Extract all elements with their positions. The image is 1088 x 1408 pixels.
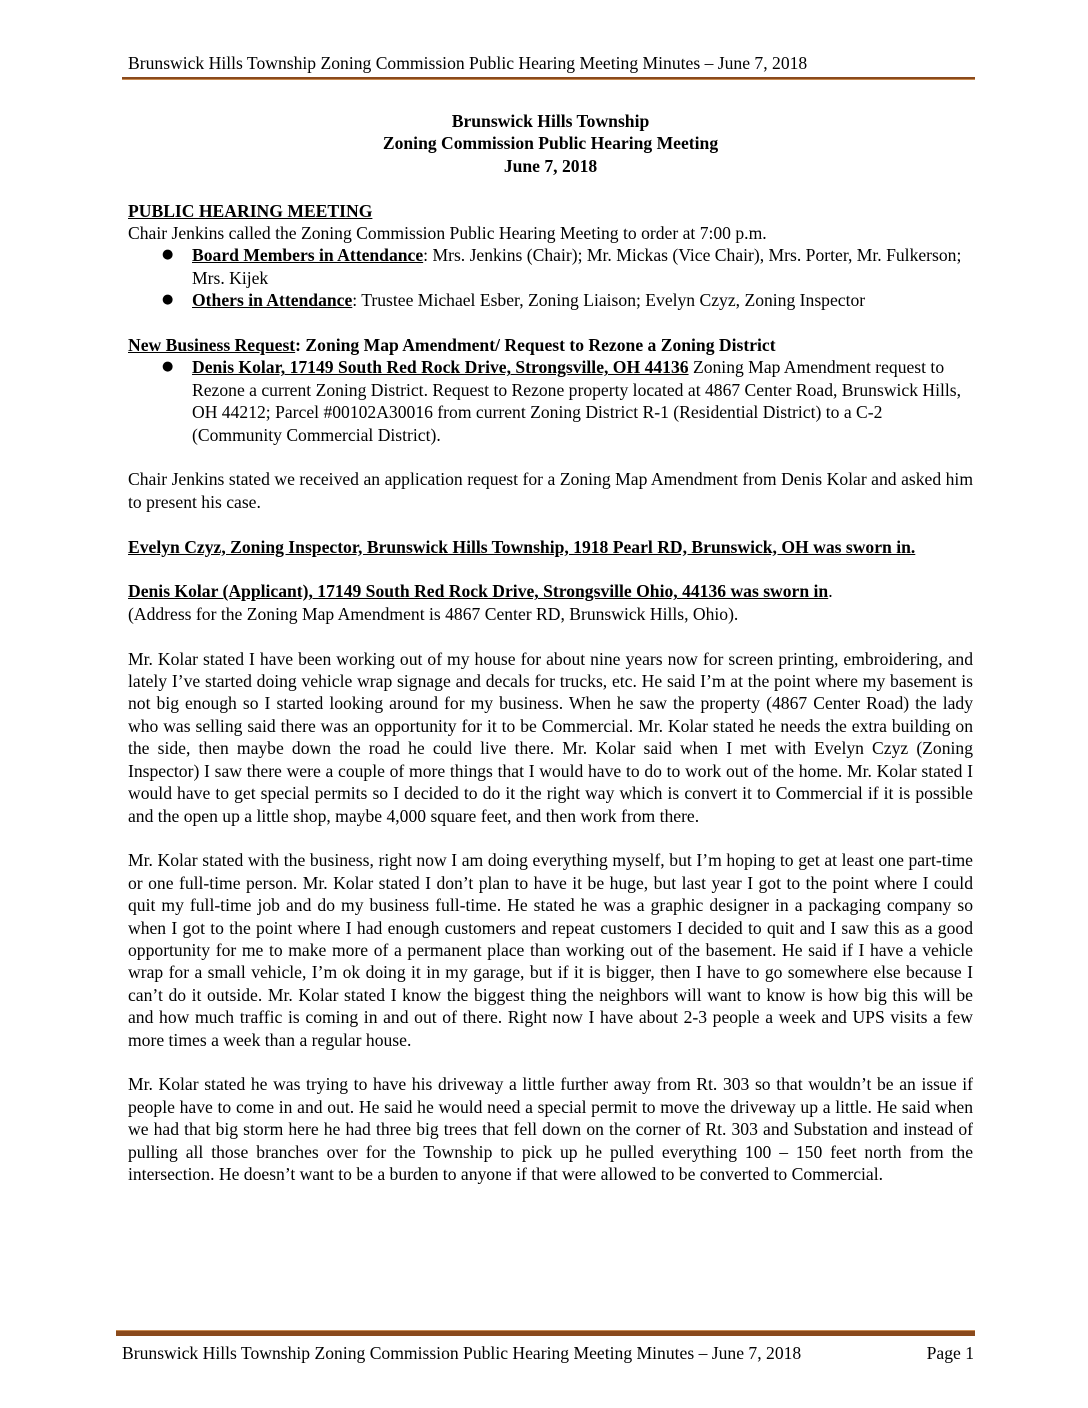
sworn-in-inspector: Evelyn Czyz, Zoning Inspector, Brunswick Hills Township, 1918 Pearl RD, Brunswick, OH was sworn in. (128, 536, 916, 557)
new-business-label: New Business Request (128, 335, 296, 356)
request-text: Zoning Map Amendment request to Rezone a current Zoning District. Request to Rezone property located at 4867 Center Road, Brunswick Hills, OH 44212; Parcel #00102A30016 from current Zoning District R-1 (Residential District) to a C-2 (Community Commercial District). (192, 357, 962, 445)
bullet-icon: ● (162, 359, 174, 375)
new-business-heading (128, 334, 973, 356)
attendance-text: : Mrs. Jenkins (Chair); Mr. Mickas (Vice Chair), Mrs. Porter, Mr. Fulkerson; Mrs. Kijek (192, 245, 962, 288)
list-item (128, 244, 973, 289)
title-line-1: Brunswick Hills Township (451, 111, 650, 131)
title-line-3: June 7, 2018 (503, 155, 598, 176)
document-body (128, 110, 973, 1185)
paragraph: Mr. Kolar stated with the business, right now I am doing everything myself, but I’m hoping to get at least one part-time or one full-time person. Mr. Kolar stated I don’t plan to have it be huge, but last year I got to the point where I could quit my full-time job and do my business full-time. He stated he was a graphic designer in a packaging company so when I got to the point where I had enough customers and repeat customers I decided to quit and I saw this as a good opportunity for me to make more of a permanent place than working out of the basement. He said if I have a vehicle wrap for a small vehicle, I’m ok doing it in my garage, but if it is bigger, then I have to go somewhere else because I can’t do it outside. Mr. Kolar stated I know the biggest thing the neighbors will want to know is how big this will be and how much traffic is coming in and out of there. Right now I have about 2-3 people a week and UPS visits a few more times a week than a regular house. (128, 850, 973, 1050)
running-header: Brunswick Hills Township Zoning Commission Public Hearing Meeting Minutes – June 7, 2018 (128, 53, 808, 73)
title-block (128, 110, 973, 177)
bullet-icon: ● (162, 292, 174, 308)
attendance-label: Board Members in Attendance (192, 245, 424, 266)
paragraph: Mr. Kolar stated I have been working out of my house for about nine years now for screen printing, embroidering, and lately I’ve started doing vehicle wrap signage and decals for trucks, etc. He said I’m at the point where my basement is not big enough so I started looking around for my business. When he saw the property (4867 Center Road) the lady who was selling said there was an opportunity for it to be Commercial. Mr. Kolar stated he needs the extra building on the side, then maybe down the road he could live there. Mr. Kolar said when I met with Evelyn Czyz (Zoning Inspector) I saw there were a couple of more things that I would have to do to work out of the home. Mr. Kolar stated I would have to get special permits so I decided to do it the right way which is convert it to Commercial if it is possible and the open up a little shop, maybe 4,000 square feet, and then work from there. (128, 648, 973, 826)
paragraph: Mr. Kolar stated he was trying to have his driveway a little further away from Rt. 303 so that wouldn’t be an issue if people have to come in and out. He said he would need a special permit to move the driveway up a little. He said when we had that big storm here he had three big trees that fell down on the corner of Rt. 303 and Substation and instead of pulling all those branches over for the Township to pick up he pulled everything 100 – 150 feet north from the intersection. He doesn’t want to be a burden to anyone if that were allowed to be converted to Commercial. (128, 1074, 973, 1184)
attendance-text: : Trustee Michael Esber, Zoning Liaison; Evelyn Czyz, Zoning Inspector (352, 290, 866, 311)
address-note: (Address for the Zoning Map Amendment is 4867 Center RD, Brunswick Hills, Ohio). (128, 603, 739, 624)
footer (122, 1342, 974, 1364)
sworn-in-applicant-text: Denis Kolar (Applicant), 17149 South Red Rock Drive, Strongsville Ohio, 44136 was sworn in (128, 581, 829, 602)
bullet-icon: ● (162, 247, 174, 263)
list-item (128, 289, 973, 311)
section-heading-public-hearing: PUBLIC HEARING MEETING (128, 200, 373, 221)
paragraph: Chair Jenkins stated we received an application request for a Zoning Map Amendment from Denis Kolar and asked him to present his case. (128, 469, 973, 512)
call-to-order: Chair Jenkins called the Zoning Commission Public Hearing Meeting to order at 7:00 p.m. (128, 223, 767, 244)
page-number: Page 1 (926, 1343, 974, 1363)
attendance-label: Others in Attendance (192, 290, 353, 311)
title-line-2: Zoning Commission Public Hearing Meeting (382, 133, 719, 154)
footer-text: Brunswick Hills Township Zoning Commission Public Hearing Meeting Minutes – June 7, 2018 (122, 1343, 802, 1363)
attendance-list (128, 244, 973, 311)
applicant-label: Denis Kolar, 17149 South Red Rock Drive, Strongsville, OH 44136 (192, 357, 689, 378)
header-rule (122, 77, 975, 80)
new-business-title: : Zoning Map Amendment/ Request to Rezone a Zoning District (295, 335, 776, 356)
footer-rule (116, 1330, 975, 1336)
request-list (128, 356, 973, 446)
list-item (128, 356, 973, 446)
sworn-in-applicant (128, 580, 973, 602)
sworn-in-applicant-period: . (828, 581, 833, 602)
